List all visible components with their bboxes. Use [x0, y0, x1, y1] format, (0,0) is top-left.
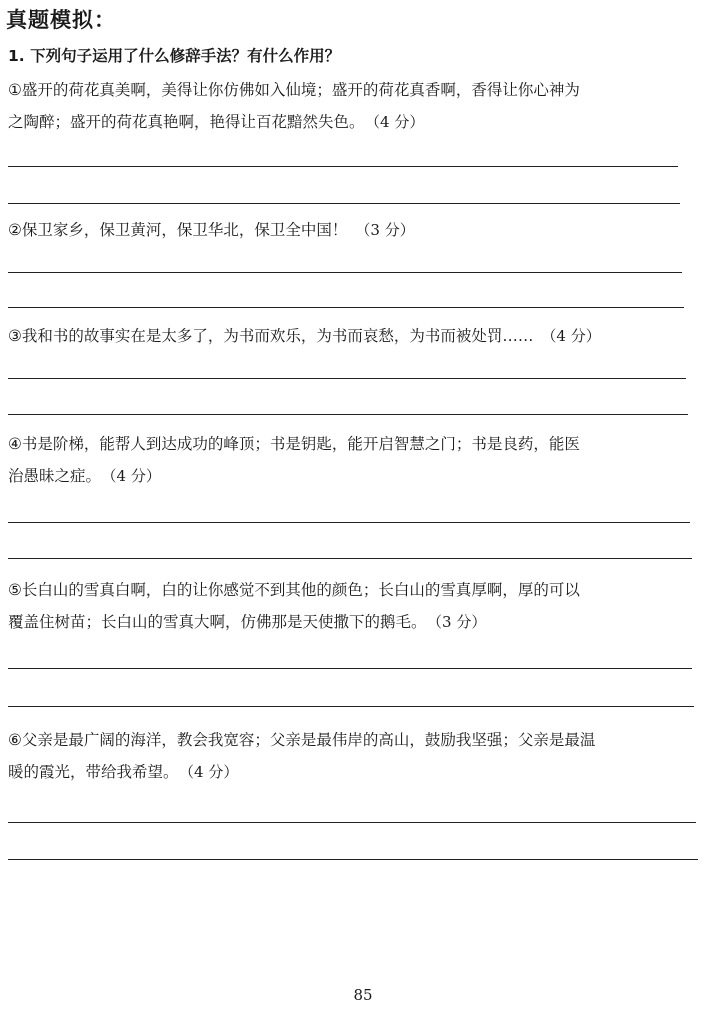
question-4 — [8, 428, 698, 492]
question-3 — [8, 320, 698, 352]
answer-line[interactable] — [8, 378, 686, 379]
question-2-line-1: ②保卫家乡，保卫黄河，保卫华北，保卫全中国！ （3 分） — [8, 221, 415, 239]
answer-line[interactable] — [8, 272, 682, 273]
answer-line[interactable] — [8, 859, 698, 860]
question-1-line-2: 之陶醉；盛开的荷花真艳啊，艳得让百花黯然失色。 （4 分） — [8, 113, 425, 131]
answer-line[interactable] — [8, 166, 678, 167]
question-6 — [8, 724, 698, 788]
question-6-line-2: 暖的霞光，带给我希望。 （4 分） — [8, 763, 239, 781]
answer-line[interactable] — [8, 414, 688, 415]
answer-line[interactable] — [8, 307, 684, 308]
question-1-points: （4 分） — [372, 113, 425, 131]
question-3-line-1: ③我和书的故事实在是太多了，为书而欢乐，为书而哀愁，为书而被处罚…… （4 分） — [8, 327, 601, 345]
answer-line[interactable] — [8, 558, 692, 559]
question-3-points: （4 分） — [541, 327, 601, 345]
section-heading: 真题模拟： — [6, 8, 116, 32]
question-6-points: （4 分） — [186, 763, 239, 781]
question-1-line-1: ①盛开的荷花真美啊，美得让你仿佛如入仙境；盛开的荷花真香啊，香得让你心神为 — [8, 81, 580, 99]
page-number: 85 — [353, 986, 373, 1004]
answer-line[interactable] — [8, 822, 696, 823]
answer-line[interactable] — [8, 706, 694, 707]
question-5-line-1: ⑤长白山的雪真白啊，白的让你感觉不到其他的颜色；长白山的雪真厚啊，厚的可以 — [8, 581, 580, 599]
answer-line[interactable] — [8, 203, 680, 204]
question-instruction: 1. 下列句子运用了什么修辞手法？有什么作用？ — [8, 47, 341, 65]
question-4-points: （4 分） — [109, 467, 161, 485]
question-6-line-1: ⑥父亲是最广阔的海洋，教会我宽容；父亲是最伟岸的高山，鼓励我坚强；父亲是最温 — [8, 731, 596, 749]
question-5-line-2: 覆盖住树苗；长白山的雪真大啊，仿佛那是天使撒下的鹅毛。 （3 分） — [8, 613, 487, 631]
answer-line[interactable] — [8, 668, 692, 669]
question-2-points: （3 分） — [355, 221, 415, 239]
question-4-line-1: ④书是阶梯，能帮人到达成功的峰顶；书是钥匙，能开启智慧之门；书是良药，能医 — [8, 435, 580, 453]
question-4-line-2: 治愚昧之症。 （4 分） — [8, 467, 161, 485]
question-2 — [8, 214, 698, 246]
question-5 — [8, 574, 698, 638]
question-1 — [8, 74, 698, 138]
answer-line[interactable] — [8, 522, 690, 523]
question-5-points: （3 分） — [434, 613, 487, 631]
